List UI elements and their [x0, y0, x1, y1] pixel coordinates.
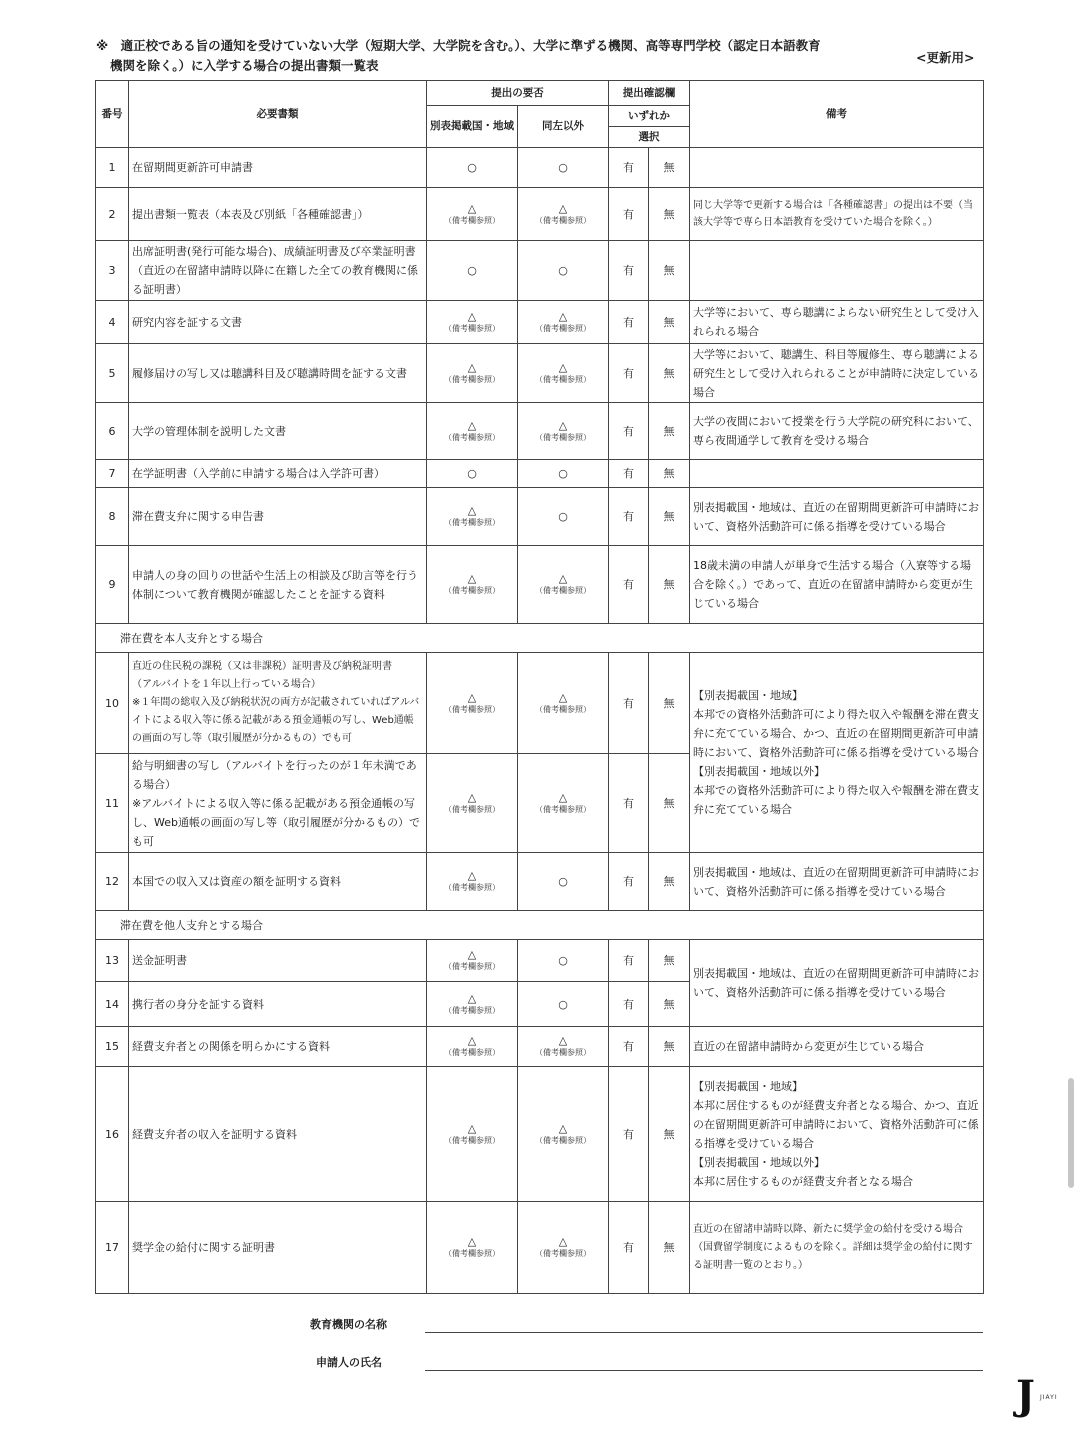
mark-triangle-ref: △ （備考欄参照） [427, 754, 518, 853]
check-yes[interactable]: 有 [609, 148, 649, 188]
mark-triangle-ref: △ （備考欄参照） [427, 982, 518, 1027]
row-document: 経費支弁者の収入を証明する資料 [129, 1067, 427, 1202]
col-check-sub1: いずれか [609, 106, 690, 127]
section-row [96, 911, 984, 940]
institution-name-line[interactable] [425, 1332, 983, 1333]
check-no[interactable]: 無 [649, 241, 690, 301]
mark-triangle-ref: △ （備考欄参照） [427, 1027, 518, 1067]
row-note [690, 1067, 984, 1202]
mark-triangle-ref: △ （備考欄参照） [518, 546, 609, 624]
check-no[interactable]: 無 [649, 344, 690, 403]
check-yes[interactable]: 有 [609, 460, 649, 488]
row-document: 大学の管理体制を説明した文書 [129, 403, 427, 460]
check-yes[interactable]: 有 [609, 301, 649, 344]
table-row [96, 301, 984, 344]
row-note [690, 148, 984, 188]
row-number: 2 [96, 188, 129, 241]
row-number: 13 [96, 940, 129, 982]
col-req-other: 同左以外 [518, 106, 609, 148]
note-line: 本邦での資格外活動許可により得た収入や報酬を滞在費支弁に充てている場合 [693, 784, 979, 816]
row-note [690, 460, 984, 488]
row-note: 直近の在留諸申請時以降、新たに奨学金の給付を受ける場合（国費留学制度によるものを除く。詳細は奨学金の給付に関する証明書一覧のとおり。） [690, 1202, 984, 1294]
institution-name-label: 教育機関の名称 [310, 1318, 387, 1331]
row-document: 経費支弁者との関係を明らかにする資料 [129, 1027, 427, 1067]
mark-circle: ○ [518, 148, 609, 188]
row-note: 別表掲載国・地域は、直近の在留期間更新許可申請時において、資格外活動許可に係る指導を受けている場合 [690, 488, 984, 546]
applicant-name-line[interactable] [425, 1370, 983, 1371]
row-number: 5 [96, 344, 129, 403]
check-yes[interactable]: 有 [609, 1202, 649, 1294]
row-document [129, 754, 427, 853]
check-no[interactable]: 無 [649, 148, 690, 188]
note-line: 【別表掲載国・地域以外】 [693, 765, 825, 778]
mark-circle: ○ [518, 488, 609, 546]
mark-triangle-ref: △ （備考欄参照） [518, 188, 609, 241]
row-document: 出席証明書(発行可能な場合)、成績証明書及び卒業証明書（直近の在留諸申請時以降に在籍した全ての教育機関に係る証明書） [129, 241, 427, 301]
doc-line: 直近の住民税の課税（又は非課税）証明書及び納税証明書 [132, 661, 392, 672]
row-number: 4 [96, 301, 129, 344]
table-row [96, 1027, 984, 1067]
doc-line: （アルバイトを１年以上行っている場合） [132, 679, 321, 690]
row-number: 10 [96, 653, 129, 754]
mark-circle: ○ [518, 982, 609, 1027]
row-note [690, 241, 984, 301]
row-document: 在学証明書（入学前に申請する場合は入学許可書） [129, 460, 427, 488]
scrollbar-thumb[interactable] [1068, 1078, 1074, 1188]
doc-line: 給与明細書の写し（アルバイトを行ったのが１年未満である場合） [132, 758, 417, 791]
check-no[interactable]: 無 [649, 754, 690, 853]
check-no[interactable]: 無 [649, 1027, 690, 1067]
row-number: 6 [96, 403, 129, 460]
check-no[interactable]: 無 [649, 940, 690, 982]
mark-triangle-ref: △ （備考欄参照） [518, 1202, 609, 1294]
required-documents-table [95, 80, 984, 1294]
mark-triangle-ref: △ （備考欄参照） [427, 188, 518, 241]
note-line: 【別表掲載国・地域】 [693, 1080, 803, 1093]
col-note: 備考 [690, 81, 984, 148]
check-yes[interactable]: 有 [609, 982, 649, 1027]
mark-triangle-ref: △ （備考欄参照） [518, 344, 609, 403]
check-no[interactable]: 無 [649, 188, 690, 241]
mark-triangle-ref: △ （備考欄参照） [518, 1027, 609, 1067]
mark-triangle-ref: △ （備考欄参照） [427, 940, 518, 982]
table-row [96, 653, 984, 754]
mark-circle: ○ [518, 460, 609, 488]
mark-triangle-ref: △ （備考欄参照） [427, 1067, 518, 1202]
row-number: 3 [96, 241, 129, 301]
check-yes[interactable]: 有 [609, 754, 649, 853]
check-no[interactable]: 無 [649, 488, 690, 546]
row-note: 大学等において、専ら聴講によらない研究生として受け入れられる場合 [690, 301, 984, 344]
row-document: 本国での収入又は資産の額を証明する資料 [129, 853, 427, 911]
note-line: 【別表掲載国・地域】 [693, 689, 803, 702]
check-no[interactable]: 無 [649, 546, 690, 624]
mark-circle: ○ [427, 241, 518, 301]
mark-triangle-ref: △ （備考欄参照） [427, 344, 518, 403]
col-document: 必要書類 [129, 81, 427, 148]
section-row [96, 624, 984, 653]
check-yes[interactable]: 有 [609, 940, 649, 982]
check-yes[interactable]: 有 [609, 403, 649, 460]
row-document: 履修届けの写し又は聴講科目及び聴講時間を証する文書 [129, 344, 427, 403]
row-number: 17 [96, 1202, 129, 1294]
table-row [96, 940, 984, 982]
check-yes[interactable]: 有 [609, 1027, 649, 1067]
renewal-label: <更新用> [916, 50, 975, 65]
row-document: 研究内容を証する文書 [129, 301, 427, 344]
mark-triangle-ref: △ （備考欄参照） [518, 653, 609, 754]
row-number: 14 [96, 982, 129, 1027]
row-number: 9 [96, 546, 129, 624]
row-number: 15 [96, 1027, 129, 1067]
mark-circle: ○ [518, 241, 609, 301]
row-document: 奨学金の給付に関する証明書 [129, 1202, 427, 1294]
doc-line: ※１年間の総収入及び納税状況の両方が記載されていればアルバイトによる収入等に係る記載がある預金通帳の写し、Web通帳の画面の写し等（取引履歴が分かるもの）でも可 [132, 697, 420, 744]
section-self-payment: 滞在費を本人支弁とする場合 [96, 624, 984, 653]
check-no[interactable]: 無 [649, 460, 690, 488]
mark-circle: ○ [518, 853, 609, 911]
table-row [96, 853, 984, 911]
note-line: 本邦に居住するものが経費支弁者となる場合、かつ、直近の在留期間更新許可申請時において、資格外活動許可に係る指導を受けている場合 [693, 1099, 979, 1150]
row-document: 滞在費支弁に関する申告書 [129, 488, 427, 546]
note-line: 【別表掲載国・地域以外】 [693, 1156, 825, 1169]
mark-triangle-ref: △ （備考欄参照） [427, 488, 518, 546]
mark-triangle-ref: △ （備考欄参照） [427, 853, 518, 911]
section-other-payment: 滞在費を他人支弁とする場合 [96, 911, 984, 940]
check-no[interactable]: 無 [649, 1202, 690, 1294]
row-note: 別表掲載国・地域は、直近の在留期間更新許可申請時において、資格外活動許可に係る指導を受けている場合 [690, 940, 984, 1027]
row-document: 提出書類一覧表（本表及び別紙「各種確認書」） [129, 188, 427, 241]
check-yes[interactable]: 有 [609, 1067, 649, 1202]
check-no[interactable]: 無 [649, 653, 690, 754]
note-line: 本邦での資格外活動許可により得た収入や報酬を滞在費支弁に充てている場合、かつ、直近の在留期間更新許可申請時において、資格外活動許可に係る指導を受けている場合 [693, 708, 979, 759]
mark-triangle-ref: △ （備考欄参照） [427, 301, 518, 344]
col-check: 提出確認欄 [609, 81, 690, 106]
table-row [96, 1067, 984, 1202]
brand-logo: J [1016, 1372, 1035, 1419]
check-yes[interactable]: 有 [609, 188, 649, 241]
table-row [96, 403, 984, 460]
row-note [690, 653, 984, 853]
mark-circle: ○ [427, 460, 518, 488]
row-number: 7 [96, 460, 129, 488]
note-line: 本邦に居住するものが経費支弁者となる場合 [693, 1175, 913, 1188]
mark-triangle-ref: △ （備考欄参照） [427, 1202, 518, 1294]
row-note: 直近の在留諸申請時から変更が生じている場合 [690, 1027, 984, 1067]
mark-triangle-ref: △ （備考欄参照） [518, 301, 609, 344]
header-line-1: ※ 適正校である旨の通知を受けていない大学（短期大学、大学院を含む。）、大学に準ずる機関、高等専門学校（認定日本語教育 [96, 38, 821, 53]
mark-triangle-ref: △ （備考欄参照） [518, 754, 609, 853]
table-row [96, 241, 984, 301]
check-no[interactable]: 無 [649, 982, 690, 1027]
check-yes[interactable]: 有 [609, 546, 649, 624]
col-req-listed: 別表掲載国・地域 [427, 106, 518, 148]
mark-triangle-ref: △ （備考欄参照） [427, 546, 518, 624]
mark-circle: ○ [427, 148, 518, 188]
row-note: 大学の夜間において授業を行う大学院の研究科において、専ら夜間通学して教育を受ける場合 [690, 403, 984, 460]
check-no[interactable]: 無 [649, 301, 690, 344]
mark-triangle-ref: △ （備考欄参照） [518, 1067, 609, 1202]
row-note: 18歳未満の申請人が単身で生活する場合（入寮等する場合を除く。）であって、直近の在留諸申請時から変更が生じている場合 [690, 546, 984, 624]
col-check-sub2: 選択 [609, 127, 690, 148]
table-row [96, 188, 984, 241]
row-document: 携行者の身分を証する資料 [129, 982, 427, 1027]
row-number: 12 [96, 853, 129, 911]
mark-triangle-ref: △ （備考欄参照） [427, 653, 518, 754]
row-document [129, 653, 427, 754]
col-requirement: 提出の要否 [427, 81, 609, 106]
table-row [96, 344, 984, 403]
check-yes[interactable]: 有 [609, 241, 649, 301]
check-yes[interactable]: 有 [609, 344, 649, 403]
document-header [96, 36, 896, 76]
table-row [96, 148, 984, 188]
row-note: 同じ大学等で更新する場合は「各種確認書」の提出は不要（当該大学等で専ら日本語教育を受けていた場合を除く。） [690, 188, 984, 241]
mark-circle: ○ [518, 940, 609, 982]
check-yes[interactable]: 有 [609, 488, 649, 546]
row-document: 申請人の身の回りの世話や生活上の相談及び助言等を行う体制について教育機関が確認したことを証する資料 [129, 546, 427, 624]
table-row [96, 460, 984, 488]
row-number: 16 [96, 1067, 129, 1202]
mark-triangle-ref: △ （備考欄参照） [427, 403, 518, 460]
row-number: 11 [96, 754, 129, 853]
check-no[interactable]: 無 [649, 853, 690, 911]
row-note: 大学等において、聴講生、科目等履修生、専ら聴講による研究生として受け入れられることが申請時に決定している場合 [690, 344, 984, 403]
check-yes[interactable]: 有 [609, 653, 649, 754]
table-row [96, 488, 984, 546]
col-number: 番号 [96, 81, 129, 148]
brand-logo-text: JIAYI [1040, 1394, 1058, 1401]
row-note: 別表掲載国・地域は、直近の在留期間更新許可申請時において、資格外活動許可に係る指導を受けている場合 [690, 853, 984, 911]
header-line-2: 機関を除く。）に入学する場合の提出書類一覧表 [110, 58, 379, 73]
row-document: 送金証明書 [129, 940, 427, 982]
check-no[interactable]: 無 [649, 403, 690, 460]
row-number: 1 [96, 148, 129, 188]
check-no[interactable]: 無 [649, 1067, 690, 1202]
applicant-name-label: 申請人の氏名 [316, 1356, 382, 1369]
table-row [96, 546, 984, 624]
mark-triangle-ref: △ （備考欄参照） [518, 403, 609, 460]
row-number: 8 [96, 488, 129, 546]
row-document: 在留期間更新許可申請書 [129, 148, 427, 188]
table-row [96, 1202, 984, 1294]
check-yes[interactable]: 有 [609, 853, 649, 911]
doc-line: ※アルバイトによる収入等に係る記載がある預金通帳の写し、Web通帳の画面の写し等（取引履歴が分かるもの）でも可 [132, 796, 420, 848]
